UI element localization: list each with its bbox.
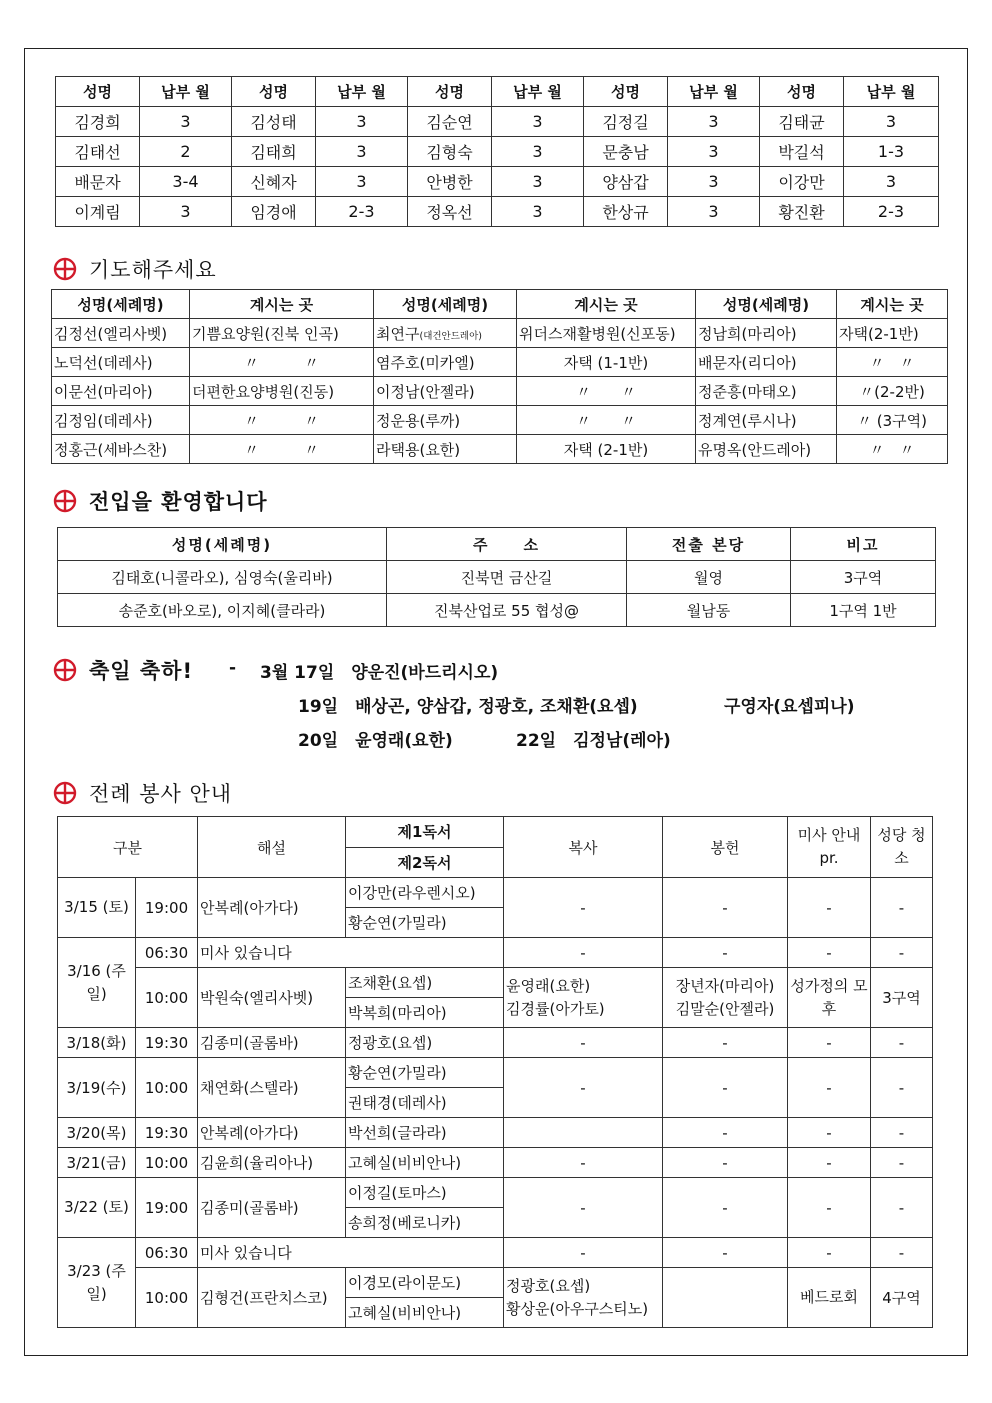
table-row xyxy=(52,319,948,348)
cell: 3 xyxy=(492,197,584,227)
commentary-cell: 김종미(골롬바) xyxy=(198,1178,346,1238)
commentary-cell: 안복례(아가다) xyxy=(198,878,346,938)
circle-cross-icon xyxy=(53,658,77,682)
server-cell: - xyxy=(504,1028,663,1058)
col-reader-2: 제2독서 xyxy=(346,847,504,878)
cell: 이강만 xyxy=(760,167,844,197)
offering-cell: - xyxy=(663,1058,788,1118)
cell: 배문자(리디아) xyxy=(696,348,837,377)
cleaning-cell: - xyxy=(871,878,933,938)
commentary-cell: 김종미(골롬바) xyxy=(198,1028,346,1058)
offering-cell: - xyxy=(663,1118,788,1148)
col-name: 성명(세례명) xyxy=(374,290,517,319)
col-address: 주 소 xyxy=(387,528,627,561)
cell: 〃 (3구역) xyxy=(837,406,948,435)
col-server: 복사 xyxy=(504,817,663,878)
guide-cell: - xyxy=(788,1238,871,1268)
table-row xyxy=(58,1178,933,1208)
dues-header-row xyxy=(56,77,939,107)
date-cell: 3/21(금) xyxy=(58,1148,136,1178)
col-month: 납부 월 xyxy=(844,77,939,107)
welcome-table xyxy=(57,527,936,627)
welcome-section-heading xyxy=(53,486,268,516)
cell: 2-3 xyxy=(844,197,939,227)
liturgy-table xyxy=(57,816,933,1328)
table-row xyxy=(56,107,939,137)
reader-cell: 이경모(라이문도) xyxy=(346,1268,504,1298)
reader-cell: 이강만(라우렌시오) xyxy=(346,878,504,908)
cell: 진북면 금산길 xyxy=(387,561,627,594)
feast-line-2b: 구영자(요셉피나) xyxy=(724,697,855,717)
col-place: 계시는 곳 xyxy=(190,290,374,319)
cell: 김태균 xyxy=(760,107,844,137)
col-division: 구분 xyxy=(58,817,198,878)
col-note: 비고 xyxy=(791,528,936,561)
reader-cell: 정광호(요셉) xyxy=(346,1028,504,1058)
col-name: 성명(세례명) xyxy=(52,290,190,319)
reader-cell: 박선희(글라라) xyxy=(346,1118,504,1148)
cell: 위더스재활병원(신포동) xyxy=(517,319,696,348)
prayer-header-row xyxy=(52,290,948,319)
col-commentary: 해설 xyxy=(198,817,346,878)
date-cell: 3/19(수) xyxy=(58,1058,136,1118)
cell: 김순연 xyxy=(408,107,492,137)
col-name: 성명 xyxy=(232,77,316,107)
date-cell: 3/20(목) xyxy=(58,1118,136,1148)
commentary-cell: 김윤희(율리아나) xyxy=(198,1148,346,1178)
cell: 정운용(루까) xyxy=(374,406,517,435)
guide-cell: 베드로회 xyxy=(788,1268,871,1328)
cell: 김정길 xyxy=(584,107,668,137)
cell: 1구역 1반 xyxy=(791,594,936,627)
cell: 정계연(루시나) xyxy=(696,406,837,435)
cell: 3 xyxy=(316,137,408,167)
date-cell: 3/18(화) xyxy=(58,1028,136,1058)
server-cell: - xyxy=(504,1178,663,1238)
col-name: 성명 xyxy=(56,77,140,107)
cell: 양삼갑 xyxy=(584,167,668,197)
offering-cell: - xyxy=(663,938,788,968)
cell: 김경희 xyxy=(56,107,140,137)
cleaning-cell: - xyxy=(871,1178,933,1238)
cleaning-cell: - xyxy=(871,1118,933,1148)
time-cell: 06:30 xyxy=(136,938,198,968)
date-cell: 3/23 (주일) xyxy=(58,1238,136,1328)
guide-cell: - xyxy=(788,938,871,968)
circle-cross-icon xyxy=(53,489,77,513)
table-row xyxy=(52,377,948,406)
cell: 김태희 xyxy=(232,137,316,167)
cell: 3 xyxy=(140,107,232,137)
cell: 김태선 xyxy=(56,137,140,167)
time-cell: 10:00 xyxy=(136,1268,198,1328)
table-row xyxy=(58,1058,933,1088)
cell: 3 xyxy=(492,167,584,197)
prayer-table xyxy=(51,289,948,464)
cell: 2 xyxy=(140,137,232,167)
note-cell: 미사 있습니다 xyxy=(198,938,504,968)
cell: 〃 〃 xyxy=(190,348,374,377)
cell: 안병한 xyxy=(408,167,492,197)
feast-line-3: 20일 윤영래(요한) xyxy=(298,731,453,751)
server-cell: - xyxy=(504,878,663,938)
offering-cell: - xyxy=(663,1178,788,1238)
cleaning-cell: - xyxy=(871,1148,933,1178)
feast-line-3b: 22일 김정남(레아) xyxy=(516,731,671,751)
cell: 3-4 xyxy=(140,167,232,197)
table-row xyxy=(56,137,939,167)
table-row xyxy=(58,1238,933,1268)
cell: 정남희(마리아) xyxy=(696,319,837,348)
offering-cell: - xyxy=(663,1148,788,1178)
feast-section-heading xyxy=(53,655,193,685)
cell: 〃(2-2반) xyxy=(837,377,948,406)
table-row xyxy=(52,406,948,435)
time-cell: 19:00 xyxy=(136,1178,198,1238)
cell: 유명옥(안드레아) xyxy=(696,435,837,464)
cell: 3 xyxy=(844,107,939,137)
cell: 3 xyxy=(492,137,584,167)
offering-cell: - xyxy=(663,878,788,938)
name-text: 최연구 xyxy=(376,324,420,343)
server-name: 윤영래(요한) xyxy=(506,976,591,995)
cell: 1-3 xyxy=(844,137,939,167)
cleaning-cell: 3구역 xyxy=(871,968,933,1028)
server-cell: - xyxy=(504,1238,663,1268)
cell: 3 xyxy=(668,167,760,197)
guide-cell: - xyxy=(788,1118,871,1148)
col-reader-1: 제1독서 xyxy=(346,817,504,848)
cell: 3 xyxy=(140,197,232,227)
time-cell: 19:30 xyxy=(136,1118,198,1148)
cell: 배문자 xyxy=(56,167,140,197)
table-row xyxy=(58,968,933,998)
cell: 〃 〃 xyxy=(517,406,696,435)
time-cell: 19:30 xyxy=(136,1028,198,1058)
feast-dash: - xyxy=(229,658,237,678)
col-offering: 봉헌 xyxy=(663,817,788,878)
col-name: 성명 xyxy=(760,77,844,107)
commentary-cell: 박원숙(엘리사벳) xyxy=(198,968,346,1028)
col-month: 납부 월 xyxy=(316,77,408,107)
cell: 자택(2-1반) xyxy=(837,319,948,348)
date-cell: 3/16 (주일) xyxy=(58,938,136,1028)
cell: 김성태 xyxy=(232,107,316,137)
col-month: 납부 월 xyxy=(492,77,584,107)
guide-cell: - xyxy=(788,1058,871,1118)
reader-cell: 송희정(베로니카) xyxy=(346,1208,504,1238)
cell: 이문선(마리아) xyxy=(52,377,190,406)
server-cell xyxy=(504,968,663,1028)
dues-table xyxy=(55,76,939,227)
server-cell xyxy=(504,1118,663,1148)
offering-cell: - xyxy=(663,1238,788,1268)
time-cell: 06:30 xyxy=(136,1238,198,1268)
cell xyxy=(374,319,517,348)
section-title: 기도해주세요 xyxy=(89,258,217,282)
commentary-cell: 채연화(스텔라) xyxy=(198,1058,346,1118)
col-place: 계시는 곳 xyxy=(837,290,948,319)
cell: 3 xyxy=(316,167,408,197)
col-name: 성명(세례명) xyxy=(696,290,837,319)
section-title: 전례 봉사 안내 xyxy=(89,782,233,806)
cleaning-cell: - xyxy=(871,1028,933,1058)
cell: 3 xyxy=(668,107,760,137)
time-cell: 19:00 xyxy=(136,878,198,938)
cell: 김태호(니콜라오), 심영숙(울리바) xyxy=(58,561,387,594)
guide-cell: 성가정의 모후 xyxy=(788,968,871,1028)
cell: 2-3 xyxy=(316,197,408,227)
circle-cross-icon xyxy=(53,257,77,281)
reader-cell: 황순연(가밀라) xyxy=(346,1058,504,1088)
reader-cell: 황순연(가밀라) xyxy=(346,908,504,938)
cell: 3 xyxy=(668,137,760,167)
cell: 〃 〃 xyxy=(517,377,696,406)
cell: 임경애 xyxy=(232,197,316,227)
col-mass-guide: 미사 안내 pr. xyxy=(788,817,871,878)
commentary-cell: 안복례(아가다) xyxy=(198,1118,346,1148)
cell: 기쁨요양원(진북 인곡) xyxy=(190,319,374,348)
section-title: 전입을 환영합니다 xyxy=(89,490,268,514)
feast-line-2: 19일 배상곤, 양삼갑, 정광호, 조채환(요셉) xyxy=(298,697,638,717)
cleaning-cell: - xyxy=(871,1058,933,1118)
cell: 김정선(엘리사벳) xyxy=(52,319,190,348)
circle-cross-icon xyxy=(53,781,77,805)
cell: 〃 〃 xyxy=(837,435,948,464)
col-month: 납부 월 xyxy=(668,77,760,107)
reader-cell: 고혜실(비비안나) xyxy=(346,1148,504,1178)
cell: 이계림 xyxy=(56,197,140,227)
note-cell: 미사 있습니다 xyxy=(198,1238,504,1268)
table-row xyxy=(58,938,933,968)
server-name: 정광호(요셉) xyxy=(506,1276,591,1295)
col-previous-parish: 전출 본당 xyxy=(627,528,791,561)
server-cell: - xyxy=(504,938,663,968)
table-row xyxy=(56,197,939,227)
col-month: 납부 월 xyxy=(140,77,232,107)
prayer-section-heading xyxy=(53,254,217,284)
cell: 신혜자 xyxy=(232,167,316,197)
cell: 〃 〃 xyxy=(190,406,374,435)
guide-cell: - xyxy=(788,1178,871,1238)
cell: 라택용(요한) xyxy=(374,435,517,464)
cell: 한상규 xyxy=(584,197,668,227)
cell: 정옥선 xyxy=(408,197,492,227)
col-name: 성명 xyxy=(584,77,668,107)
cell: 황진환 xyxy=(760,197,844,227)
cleaning-cell: - xyxy=(871,938,933,968)
liturgy-header-row xyxy=(58,817,933,848)
col-place: 계시는 곳 xyxy=(517,290,696,319)
cell: 3 xyxy=(316,107,408,137)
cell: 노덕선(데레사) xyxy=(52,348,190,377)
section-title: 축일 축하! xyxy=(89,659,194,683)
cell: 월영 xyxy=(627,561,791,594)
liturgy-section-heading xyxy=(53,778,232,808)
reader-cell: 조채환(요셉) xyxy=(346,968,504,998)
time-cell: 10:00 xyxy=(136,968,198,1028)
offering-cell: - xyxy=(663,1028,788,1058)
guide-cell: - xyxy=(788,878,871,938)
col-name: 성명 xyxy=(408,77,492,107)
reader-cell: 이정길(토마스) xyxy=(346,1178,504,1208)
table-row xyxy=(58,1268,933,1298)
server-name: 황상운(아우구스티노) xyxy=(506,1299,649,1318)
cell: 자택 (1-1반) xyxy=(517,348,696,377)
date-cell: 3/22 (토) xyxy=(58,1178,136,1238)
cell: 송준호(바오로), 이지혜(클라라) xyxy=(58,594,387,627)
cell: 염주호(미카엘) xyxy=(374,348,517,377)
offering-name: 김말순(안젤라) xyxy=(675,999,775,1018)
col-name: 성명(세례명) xyxy=(58,528,387,561)
server-name: 김경률(아가토) xyxy=(506,999,605,1018)
cleaning-cell: - xyxy=(871,1238,933,1268)
cleaning-cell: 4구역 xyxy=(871,1268,933,1328)
table-row xyxy=(58,561,936,594)
table-row xyxy=(58,594,936,627)
cell: 월남동 xyxy=(627,594,791,627)
guide-cell: - xyxy=(788,1028,871,1058)
cell: 진북산업로 55 협성@ xyxy=(387,594,627,627)
table-row xyxy=(58,1028,933,1058)
col-cleaning: 성당 청소 xyxy=(871,817,933,878)
date-cell: 3/15 (토) xyxy=(58,878,136,938)
cell: 3 xyxy=(668,197,760,227)
cell: 3구역 xyxy=(791,561,936,594)
cell: 정준흥(마태오) xyxy=(696,377,837,406)
welcome-header-row xyxy=(58,528,936,561)
cell: 3 xyxy=(844,167,939,197)
cell: 박길석 xyxy=(760,137,844,167)
reader-cell: 권태경(데레사) xyxy=(346,1088,504,1118)
offering-name: 장년자(마리아) xyxy=(675,976,775,995)
table-row xyxy=(58,878,933,908)
cell: 문충남 xyxy=(584,137,668,167)
table-row xyxy=(52,435,948,464)
time-cell: 10:00 xyxy=(136,1148,198,1178)
cell: 〃 〃 xyxy=(190,435,374,464)
reader-cell: 고혜실(비비안나) xyxy=(346,1298,504,1328)
cell: 더편한요양병원(진동) xyxy=(190,377,374,406)
cell: 김정임(데레사) xyxy=(52,406,190,435)
table-row xyxy=(58,1118,933,1148)
cell: 정홍근(세바스찬) xyxy=(52,435,190,464)
cell: 이정남(안젤라) xyxy=(374,377,517,406)
cell: 3 xyxy=(492,107,584,137)
reader-cell: 박복희(마리아) xyxy=(346,998,504,1028)
server-cell: - xyxy=(504,1058,663,1118)
table-row xyxy=(58,1148,933,1178)
cell: 자택 (2-1반) xyxy=(517,435,696,464)
server-cell: - xyxy=(504,1148,663,1178)
cell: 〃 〃 xyxy=(837,348,948,377)
offering-cell xyxy=(663,1268,788,1328)
feast-line-1: 3월 17일 양운진(바드리시오) xyxy=(260,663,499,683)
commentary-cell: 김형건(프란치스코) xyxy=(198,1268,346,1328)
guide-cell: - xyxy=(788,1148,871,1178)
table-row xyxy=(56,167,939,197)
server-cell xyxy=(504,1268,663,1328)
time-cell: 10:00 xyxy=(136,1058,198,1118)
offering-cell xyxy=(663,968,788,1028)
cell: 김형숙 xyxy=(408,137,492,167)
baptismal-name-small: (대건안드레아) xyxy=(419,330,482,342)
table-row xyxy=(52,348,948,377)
